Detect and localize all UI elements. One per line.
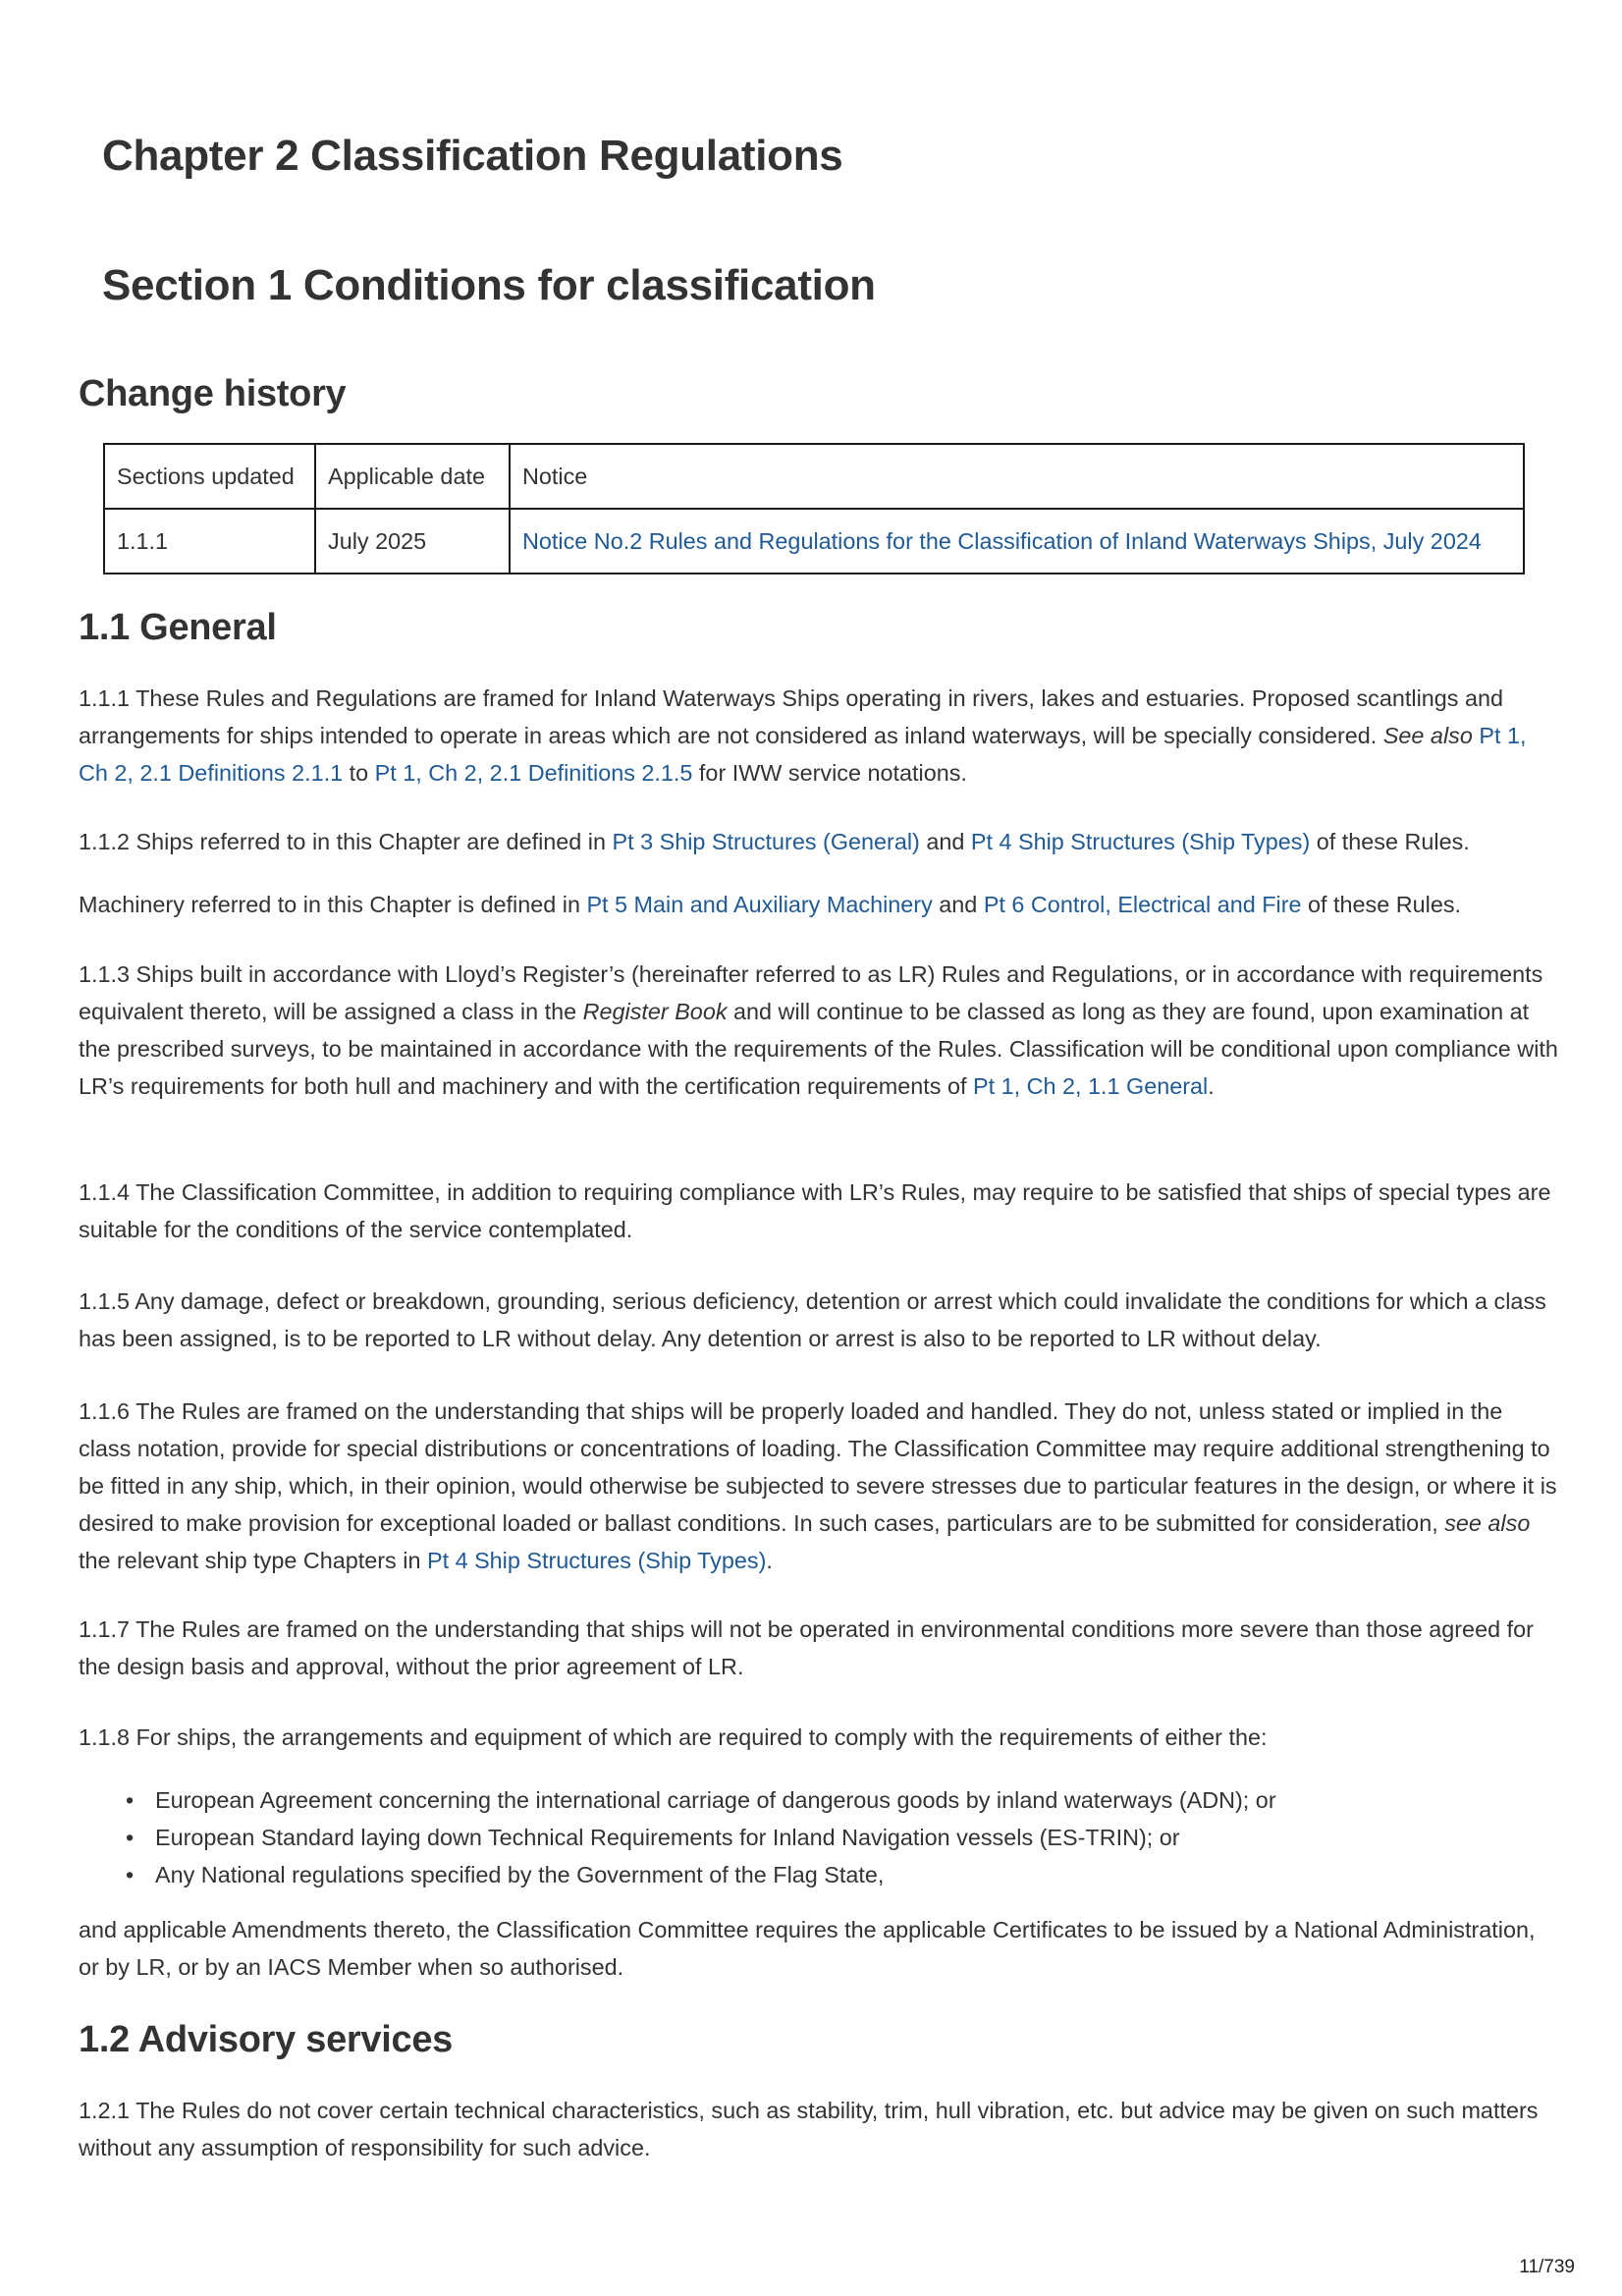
notice-link[interactable]: Notice No.2 Rules and Regulations for the Classification of Inland Waterways Ships, July 2024	[522, 527, 1482, 554]
p113-text-2: and will continue to be classed as long as they are found, upon examination at the prescribed surveys, to be maintained in accordance with the requirements of the Rules. Classification will be conditional upon compliance with LR’s requirements for both hull and machinery and with the certification requirements of	[79, 999, 1558, 1099]
paragraph-machinery	[79, 886, 1561, 923]
table-row	[104, 509, 1524, 574]
table-header-row	[104, 444, 1524, 509]
paragraph-1-1-1	[79, 680, 1561, 792]
chapter-title: Chapter 2 Classification Regulations	[102, 132, 843, 180]
list-item: • European Agreement concerning the international carriage of dangerous goods by inland waterways (ADN); or	[155, 1781, 1622, 1819]
link-definitions-2-1-1[interactable]: Pt 1, Ch 2, 2.1 Definitions 2.1.1	[79, 723, 1527, 786]
p112b-text-2: and	[932, 892, 984, 917]
p112-text: 1.1.2 Ships referred to in this Chapter are defined in	[79, 829, 613, 854]
paragraph-1-1-2	[79, 823, 1561, 860]
header-applicable-date: Applicable date	[315, 444, 510, 509]
link-pt5-machinery[interactable]: Pt 5 Main and Auxiliary Machinery	[586, 892, 933, 917]
paragraph-1-1-8: 1.1.8 For ships, the arrangements and equipment of which are required to comply with the requirements of either the:	[79, 1724, 1268, 1750]
link-pt4-ship-types[interactable]: Pt 4 Ship Structures (Ship Types)	[426, 1548, 767, 1573]
paragraph-1-1-3	[79, 956, 1561, 1105]
p113-text: 1.1.3 Ships built in accordance with Lloyd’s Register’s (hereinafter referred to as LR) Rules and Regulations, or in accordance with requirements equivalent thereto, will be assigned a class in the	[79, 961, 1543, 1024]
p111-emphasis: See also	[1382, 723, 1473, 748]
advisory-heading: 1.2 Advisory services	[79, 2019, 453, 2060]
header-sections-updated: Sections updated	[104, 444, 315, 509]
p116-text-2: the relevant ship type Chapters in	[79, 1548, 427, 1573]
list-item: • European Standard laying down Technical Requirements for Inland Navigation vessels (ES-TRIN); or	[155, 1819, 1622, 1856]
p112-text-2: and	[919, 829, 971, 854]
paragraph-1-2-1: 1.2.1 The Rules do not cover certain technical characteristics, such as stability, trim, hull vibration, etc. but advice may be given on such matters without any assumption of responsibility for such advice.	[79, 2098, 1539, 2160]
cell-notice	[510, 509, 1524, 574]
p111-text: 1.1.1 These Rules and Regulations are framed for Inland Waterways Ships operating in rivers, lakes and estuaries. Proposed scantlings and arrangements for ships intended to operate in areas which are not considered as inland waterways, will be specially considered.	[79, 685, 1504, 748]
general-heading: 1.1 General	[79, 607, 277, 648]
p116-text: 1.1.6 The Rules are framed on the understanding that ships will be properly loaded and handled. They do not, unless stated or implied in the class notation, provide for special distributions or concentrations of loading. The Classification Committee may require additional strengthening to be fitted in any ship, which, in their opinion, would otherwise be subjected to severe stresses due to particular features in the design, or where it is desired to make provision for exceptional loaded or ballast conditions. In such cases, particulars are to be submitted for consideration,	[79, 1398, 1557, 1536]
p116-text-3: .	[766, 1548, 773, 1573]
link-pt3-ship-structures[interactable]: Pt 3 Ship Structures (General)	[612, 829, 920, 854]
change-history-heading: Change history	[79, 373, 347, 414]
page-number: 11/739	[1519, 2257, 1575, 2277]
cell-section: 1.1.1	[104, 509, 315, 574]
cell-date: July 2025	[315, 509, 510, 574]
paragraph-1-1-4: 1.1.4 The Classification Committee, in addition to requiring compliance with LR’s Rules, may require to be satisfied that ships of special types are suitable for the conditions of the service contemplated.	[79, 1179, 1551, 1242]
paragraph-1-1-7: 1.1.7 The Rules are framed on the understanding that ships will not be operated in environmental conditions more severe than those agreed for the design basis and approval, without the prior agreement of LR.	[79, 1616, 1534, 1679]
p111-text-2: to	[343, 760, 375, 786]
p113-text-3: .	[1208, 1073, 1215, 1099]
p112b-text: Machinery referred to in this Chapter is defined in	[79, 892, 587, 917]
link-pt1-general[interactable]: Pt 1, Ch 2, 1.1 General	[972, 1073, 1209, 1099]
change-history-table	[103, 443, 1525, 574]
section-title: Section 1 Conditions for classification	[102, 261, 876, 309]
link-definitions-2-1-5[interactable]: Pt 1, Ch 2, 2.1 Definitions 2.1.5	[374, 760, 693, 786]
paragraph-amendments: and applicable Amendments thereto, the Classification Committee requires the applicable Certificates to be issued by a National Administration, or by LR, or by an IACS Member when so authorised.	[79, 1917, 1536, 1980]
paragraph-1-1-6	[79, 1393, 1561, 1579]
header-notice: Notice	[510, 444, 1524, 509]
link-pt6-control[interactable]: Pt 6 Control, Electrical and Fire	[983, 892, 1302, 917]
paragraph-1-1-5: 1.1.5 Any damage, defect or breakdown, grounding, serious deficiency, detention or arrest which could invalidate the conditions for which a class has been assigned, is to be reported to LR without delay. Any detention or arrest is also to be reported to LR without delay.	[79, 1288, 1546, 1351]
p112-text-3: of these Rules.	[1310, 829, 1470, 854]
p112b-text-3: of these Rules.	[1301, 892, 1462, 917]
p116-emphasis: see also	[1444, 1510, 1531, 1536]
link-pt4-ship-structures[interactable]: Pt 4 Ship Structures (Ship Types)	[970, 829, 1311, 854]
list-item: • Any National regulations specified by the Government of the Flag State,	[155, 1856, 1622, 1893]
regulations-list	[79, 1781, 1622, 1893]
p111-text-3: for IWW service notations.	[692, 760, 967, 786]
p113-emphasis: Register Book	[582, 999, 728, 1024]
